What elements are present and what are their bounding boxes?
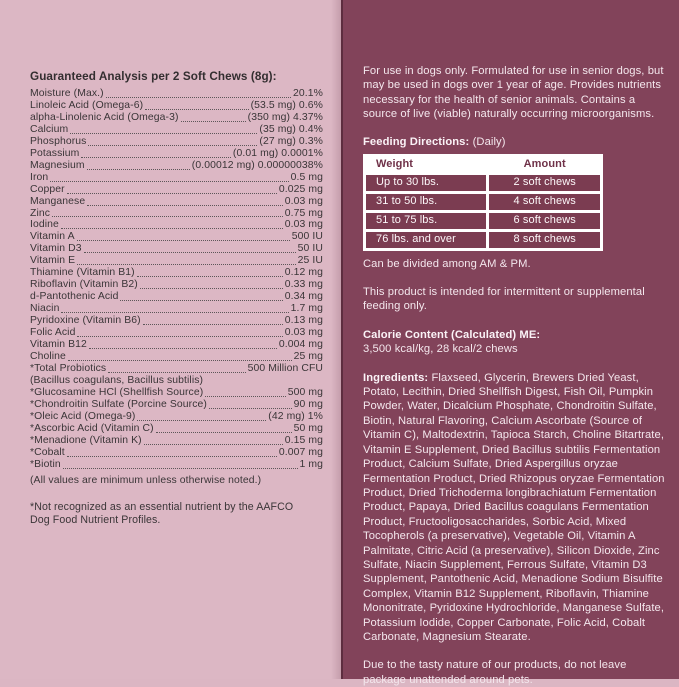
feeding-table-row [366,232,600,248]
analysis-row [30,124,323,136]
analysis-nutrient-name: (Bacillus coagulans, Bacillus subtilis) [30,374,204,386]
analysis-nutrient-name: Potassium [30,147,80,159]
analysis-nutrient-name: Thiamine (Vitamin B1) [30,267,135,279]
analysis-nutrient-value: 50 IU [297,243,323,255]
analysis-nutrient-name: Moisture (Max.) [30,88,104,99]
analysis-row [30,327,323,339]
analysis-nutrient-value: 0.025 mg [278,183,323,195]
dotted-leader [156,432,292,433]
aafco-footnote: *Not recognized as an essential nutrient by the AAFCO Dog Food Nutrient Profiles. [30,500,294,526]
values-minimum-note: (All values are minimum unless otherwise noted.) [30,474,262,486]
analysis-row [30,219,323,231]
guaranteed-analysis-list [30,88,323,471]
analysis-nutrient-value: 500 IU [291,231,323,243]
analysis-row [30,231,323,243]
feeding-directions-table [363,154,603,251]
analysis-nutrient-name: Vitamin E [30,255,76,267]
feeding-table-row [366,213,600,229]
dotted-leader [87,169,190,170]
divide-note: Can be divided among AM & PM. [363,257,531,270]
guaranteed-analysis-panel [0,0,341,679]
analysis-nutrient-value: 0.34 mg [284,291,323,303]
analysis-nutrient-value: 0.15 mg [284,434,323,446]
analysis-nutrient-name: *Cobalt [30,446,65,458]
feeding-directions-heading [363,135,666,149]
dotted-leader [87,205,283,206]
analysis-row [30,112,323,124]
analysis-nutrient-name: Manganese [30,195,86,207]
tasty-note: Due to the tasty nature of our products, do not leave package unattended around pets. [363,659,627,686]
calorie-heading: Calorie Content (Calculated) ME: [363,328,541,341]
feeding-weight-cell: 76 lbs. and over [366,232,486,248]
feeding-amount-cell: 6 soft chews [489,213,600,229]
analysis-nutrient-name: Vitamin A [30,231,75,243]
feeding-amount-cell: 2 soft chews [489,175,600,191]
analysis-nutrient-value: 0.12 mg [284,267,323,279]
ingredients-paragraph [363,371,666,645]
analysis-nutrient-name: Iron [30,171,49,183]
calorie-value: 3,500 kcal/kg, 28 kcal/2 chews [363,343,518,356]
analysis-nutrient-name: Choline [30,350,66,362]
dotted-leader [77,264,295,265]
analysis-nutrient-value: (350 mg) 4.37% [247,111,323,123]
analysis-row [30,435,323,447]
analysis-nutrient-name: Pyridoxine (Vitamin B6) [30,315,141,327]
analysis-nutrient-value: 90 mg [293,398,323,410]
analysis-row [30,423,323,435]
feeding-weight-cell: Up to 30 lbs. [366,175,486,191]
dotted-leader [106,97,291,98]
feeding-table-row [366,175,600,191]
analysis-nutrient-name: Riboflavin (Vitamin B2) [30,279,138,291]
analysis-row [30,387,323,399]
dotted-leader [81,157,231,158]
ingredients-text: Flaxseed, Glycerin, Brewers Dried Yeast, Potato, Lecithin, Dried Shellfish Digest, Fish Oil, Pumpkin Powder, Water, Dicalcium Phosphate, Chondroitin Sulfate, Biotin, Natural Flavoring, Calcium Ascorbate (Source of Vitamin C), Maltodextrin, Tapioca Starch, Choline Bitartrate, Vitamin E Supplement, Dried Bacillus subtilis Fermentation Product, Calcium Sulfate, Dried Aspergillus oryzae Fermentation Product, Dried Rhizopus oryzae Fermentation Product, Dried Trichoderma longibrachiatum Fermentation Product, Papaya, Dried Bacillus coagulans Fermentation Product, Fructooligosaccharides, Sorbic Acid, Mixed Tocopherols (a preservative), Vegetable Oil, Vitamin A Palmitate, Citric Acid (a preservative), Silicon Dioxide, Zinc Sulfate, Niacin Supplement, Ferrous Sulfate, Vitamin D3 Supplement, Pantothenic Acid, Menadione Sodium Bisulfite Complex, Vitamin B12 Supplement, Riboflavin, Thiamine Mononitrate, Pyridoxine Hydrochloride, Manganese Sulfate, Potassium Iodide, Copper Carbonate, Folic Acid, Cobalt Carbonate, Magnesium Stearate. [363,371,665,643]
analysis-row [30,196,323,208]
dotted-leader [84,252,296,253]
analysis-row [30,267,323,279]
analysis-row [30,100,323,112]
analysis-row [30,399,323,411]
analysis-nutrient-name: Folic Acid [30,327,76,339]
analysis-nutrient-value: 25 IU [297,255,323,267]
analysis-row [30,208,323,220]
dotted-leader [70,133,257,134]
analysis-nutrient-value: (53.5 mg) 0.6% [250,99,323,111]
analysis-nutrient-name: Linoleic Acid (Omega-6) [30,99,144,111]
dotted-leader [108,372,245,373]
dotted-leader [67,193,277,194]
analysis-row [30,351,323,363]
analysis-nutrient-value: 1.7 mg [290,303,323,315]
dotted-leader [68,360,292,361]
analysis-nutrient-value: 0.004 mg [278,339,323,351]
analysis-nutrient-value: 0.5 mg [290,171,323,183]
feeding-amount-cell: 8 soft chews [489,232,600,248]
directions-panel [341,0,679,686]
analysis-nutrient-value: 50 mg [293,422,323,434]
analysis-row [30,339,323,351]
analysis-row [30,363,323,375]
analysis-row [30,459,323,471]
analysis-nutrient-name: *Biotin [30,458,61,470]
analysis-row [30,291,323,303]
dotted-leader [144,444,283,445]
feeding-table-header-cell: Weight [366,157,486,172]
analysis-row [30,160,323,172]
analysis-nutrient-value: 500 Million CFU [247,362,323,374]
analysis-nutrient-value: 20.1% [293,88,323,99]
analysis-row [30,303,323,315]
analysis-nutrient-value: 500 mg [287,386,323,398]
analysis-row [30,255,323,267]
analysis-nutrient-value: (0.01 mg) 0.0001% [232,147,323,159]
intermittent-paragraph: This product is intended for intermittent or supplemental feeding only. [363,286,645,313]
dotted-leader [63,468,298,469]
analysis-nutrient-value: (42 mg) 1% [268,410,323,422]
analysis-nutrient-value: 1 mg [299,458,323,470]
guaranteed-analysis-title: Guaranteed Analysis per 2 Soft Chews (8g): [30,70,277,83]
analysis-nutrient-value: 0.33 mg [284,279,323,291]
analysis-row [30,88,323,100]
feeding-weight-cell: 51 to 75 lbs. [366,213,486,229]
analysis-row [30,136,323,148]
dotted-leader [140,288,283,289]
analysis-nutrient-value: 0.03 mg [284,219,323,231]
dotted-leader [137,420,266,421]
analysis-nutrient-value: 0.03 mg [284,327,323,339]
dotted-leader [137,276,283,277]
analysis-nutrient-name: Iodine [30,219,59,231]
analysis-nutrient-value: (0.00012 mg) 0.00000038% [191,159,323,171]
analysis-nutrient-name: Magnesium [30,159,85,171]
analysis-nutrient-name: *Oleic Acid (Omega-9) [30,410,136,422]
analysis-nutrient-name: *Menadione (Vitamin K) [30,434,142,446]
dotted-leader [209,408,292,409]
dotted-leader [61,228,283,229]
analysis-row [30,172,323,184]
analysis-nutrient-value: 0.03 mg [284,195,323,207]
analysis-nutrient-value: 0.007 mg [278,446,323,458]
guaranteed-analysis-content [30,70,323,528]
dotted-leader [143,324,283,325]
analysis-nutrient-name: Zinc [30,207,51,219]
feeding-directions-label: Feeding Directions: [363,135,470,148]
analysis-nutrient-value: 0.75 mg [284,207,323,219]
analysis-nutrient-value: 25 mg [293,350,323,362]
analysis-nutrient-name: d-Pantothenic Acid [30,291,119,303]
feeding-table-header-row [366,157,600,172]
dotted-leader [52,216,283,217]
ingredients-label: Ingredients: [363,371,429,384]
analysis-row [30,375,323,387]
analysis-nutrient-name: Vitamin B12 [30,339,87,351]
feeding-table-header-cell: Amount [489,157,600,172]
analysis-nutrient-name: *Total Probiotics [30,362,107,374]
dotted-leader [181,121,246,122]
analysis-row [30,148,323,160]
dotted-leader [77,240,290,241]
feeding-directions-suffix: (Daily) [472,135,506,148]
analysis-row [30,279,323,291]
analysis-nutrient-name: *Ascorbic Acid (Vitamin C) [30,422,154,434]
dotted-leader [120,300,282,301]
analysis-row [30,447,323,459]
analysis-nutrient-name: Calcium [30,123,69,135]
analysis-row [30,243,323,255]
analysis-nutrient-name: Phosphorus [30,135,87,147]
analysis-row [30,315,323,327]
analysis-nutrient-value: 0.13 mg [284,315,323,327]
analysis-nutrient-name: Copper [30,183,65,195]
analysis-row [30,184,323,196]
analysis-nutrient-name: *Glucosamine HCl (Shellfish Source) [30,386,204,398]
dotted-leader [67,456,277,457]
analysis-nutrient-value: (27 mg) 0.3% [259,135,323,147]
dotted-leader [77,336,282,337]
dotted-leader [61,312,288,313]
dotted-leader [89,348,277,349]
analysis-nutrient-name: Niacin [30,303,60,315]
analysis-nutrient-name: Vitamin D3 [30,243,82,255]
feeding-weight-cell: 31 to 50 lbs. [366,194,486,210]
dotted-leader [205,396,285,397]
usage-paragraph: For use in dogs only. Formulated for use in senior dogs, but may be used in dogs over 1 year of age. Provides nutrients necessary for the health of senior animals. Contains a source of live (viable) naturally occurring microorganisms. [363,65,664,121]
dotted-leader [88,145,257,146]
feeding-amount-cell: 4 soft chews [489,194,600,210]
dotted-leader [50,181,288,182]
dotted-leader [145,109,248,110]
analysis-nutrient-name: *Chondroitin Sulfate (Porcine Source) [30,398,207,410]
analysis-nutrient-name: alpha-Linolenic Acid (Omega-3) [30,111,179,123]
analysis-nutrient-value: (35 mg) 0.4% [259,123,323,135]
feeding-table-row [366,194,600,210]
analysis-row [30,411,323,423]
